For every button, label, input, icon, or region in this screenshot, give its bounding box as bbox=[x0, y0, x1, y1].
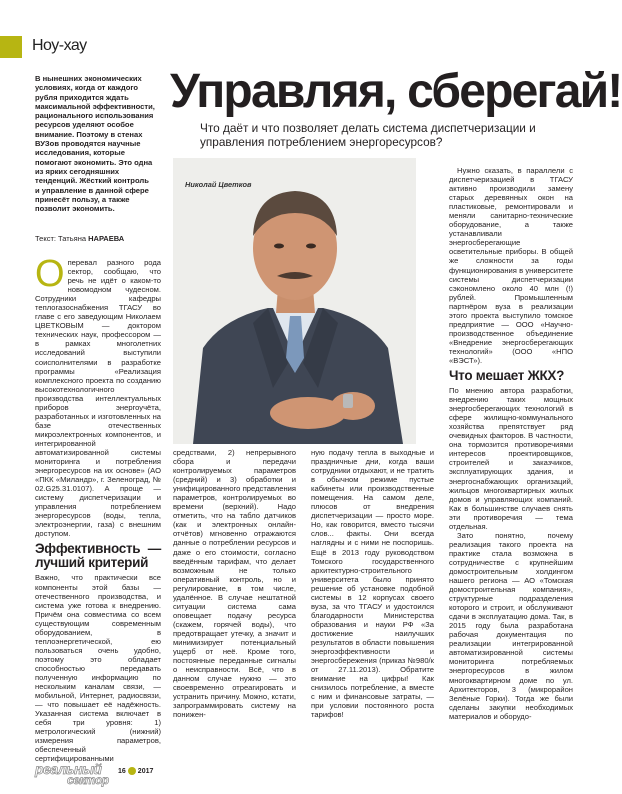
subtitle-effectiveness: Эффективность — лучший критерий bbox=[35, 541, 161, 571]
byline-author: НАРАЕВА bbox=[88, 234, 125, 243]
column-4 bbox=[449, 166, 573, 758]
portrait-photo bbox=[173, 158, 416, 444]
byline-prefix: Текст: Татьяна bbox=[35, 234, 89, 243]
drop-cap: О bbox=[35, 253, 65, 295]
column-4-paragraph-2: По мнению автора разработки, внедрению таких мощных энергосберегающих технологий в сфере жилищно-коммунального хозяйства препятствует ряд очевидных факторов. В частности, она тормозится противоречиями интересов проектировщиков, строителей и заказчиков, эксплуатирующих здания, и энергоснабжающих организаций, жильцов многоквартирных жилых домов и управляющих компаний. Как в большинстве случаев снять эти противоречия — тема отдельная. bbox=[449, 386, 573, 531]
subtitle-zhkh: Что мешает ЖКХ? bbox=[449, 368, 565, 384]
dot-separator bbox=[128, 767, 136, 775]
logo-line-1: реальный bbox=[35, 761, 102, 777]
column-3-text: ную подачу тепла в выходные и праздничные дни, когда ваши сотрудники отдыхают, и не тратить в обычном режиме пустые кабинеты или производственные помещения. На самом деле, плюсов от внедрения диспетчеризации — просто море. Но, как говорится, вместо тысячи слов... факты. Они всегда наглядны и с ними не поспоришь. Ещё в 2013 году руководством Томского государственного архитектурно-строительного университета было принято решение об установке подобной системы в 12 корпусах своего вуза, за что ТГАСУ и удостоился благодарности Министерства образования и науки РФ «За достижение наилучших результатов в области повышения энергоэффективности и энергосбережения (приказ №980/к от 27.11.2013). Обратите внимание на цифры! Как снизилось потребление, а вместе с ним и финансовые затраты, — при условии постоянного роста тарифов! bbox=[311, 448, 434, 720]
section-color-bar bbox=[0, 36, 22, 58]
column-1-body: Важно, что практически все компоненты этой базы — отечественного производства, и система уже готова к внедрению. Причём она совместима со всем существующим современным оборудованием, в теплоэнергетической, ею пользоваться очень удобно, поэтому это обладает способностью передавать полученную информацию по нескольким каналам связи, — мобильной, Интернет, радиосвязи, — что повышает её надёжность. Указанная система включает в себя три уровня: 1) метрологический (нижний) измерения параметров, обеспеченный сертифицированными bbox=[35, 573, 161, 764]
column-3 bbox=[311, 448, 434, 758]
logo-line-2: сектор bbox=[67, 773, 109, 787]
article-subhead: Что даёт и что позволяет делать система диспетчеризации и управления потреблением энергоресурсов? bbox=[200, 121, 536, 149]
lead-paragraph: В нынешних экономических условиях, когда от каждого рубля приходится ждать максимальной эффективности, рационального использования ресурсов уделяют особое внимание. Поэтому в стенах ВУЗов проводятся научные исследования, которые помогают экономить. Это одна из ярких сегодняшних тенденций. Жёсткий контроль и управление в данной сфере принесёт пользу, а также позволит экономить. bbox=[35, 74, 155, 214]
issue-year: 2017 bbox=[137, 767, 154, 775]
portrait-illustration bbox=[173, 158, 416, 444]
column-4-paragraph-3: Зато понятно, почему реализация такого проекта на практике стала возможна в сотрудничестве с крупнейшим домостроительным холдингом нашего региона — АО «Томская домостроительная компания», структурные подразделения которого и строит, и обслуживают сдачи в эксплуатацию дома. Так, в 2015 году была разработана рабочая документация по реализации интегрированной автоматизированной системы мониторинга потребляемых энергоресурсов в жилом многоквартирном доме по ул. Архитекторов, 3 (микрорайон Зелёные Горки). Тогда же были сделаны закупки необходимых материалов и оборудо- bbox=[449, 530, 573, 721]
page-number-value: 16 bbox=[118, 767, 126, 775]
intro-text: перевал разного рода сектор, сообщаю, что речь не идёт о каком-то новомодном чудесном. Сотрудники кафедры теплогазоснабжения ТГАСУ во главе с его заведующим Николаем ЦВЕТКОВЫМ — доктором технических наук, профессором — в рамках многолетних исследований выступили соисполнителями в разработке программы «Реализация комплексного проекта по созданию высокотехнологичного производства интеллектуальных приборов энергоучёта, разработанных и изготовленных на базе отечественных микроэлектронных компонентов, и интегрированной автоматизированной системы мониторинга и потребления энергоресурсов на их основе» (АО «ПКК «Миландр», г. Зеленоград, № 02.G25.31.0107). А проще — систему диспетчеризации и управления потреблением энергоресурсов (воды, тепла, электроэнергии, газа) с внешним доступом. bbox=[35, 258, 161, 539]
byline bbox=[35, 234, 160, 243]
article-headline: Управляя, сберегай! bbox=[170, 65, 622, 118]
column-2-text: средствами, 2) непрерывного сбора и передачи контролируемых параметров (средний) и 3) обработки и унифицированного представления параметров, контролируемых во времени (верхний). Надо отметить, что на табло датчиков (как и электронных онлайн-отчётов) мгновенно отражаются данные о потреблении ресурсов и даже о его стоимости, согласно введённым тарифам, что делает возможным не только оперативный контроль, но и регулирование, в том числе, удалённое. В случае нештатной ситуации система сама оповещает подачу ресурса (скажем, горячей воды), что предотвращает утечку, а значит и минимизирует потенциальный ущерб от неё. Кроме того, постоянные переданные сигналы о неисправности. Всё, что в данном случае нужно — это своевременно отреагировать и устранить причину. Можно, кстати, запрограммировать систему на понижен- bbox=[173, 448, 296, 720]
section-label: Ноу-хау bbox=[32, 37, 87, 54]
magazine-logo bbox=[35, 761, 109, 787]
column-4-paragraph-1: Нужно сказать, в параллели с диспетчеризацией в ТГАСУ активно производили замену старых деревянных окон на пластиковые, ремонтировали и меняли санитарно-технические оборудование, а также устанавливали энергосберегающие осветительные приборы. В общей же сложности за годы функционирования в университете системы диспетчеризации сэкономлено около 40 млн (!) рублей. Промышленным партнёром вуза в реализации этого проекта выступило томское предприятие — ООО «Научно-производственное объединение «Внедрение энергосберегающих технологий» (ООО «НПО «ВЭСТ»). bbox=[449, 166, 573, 365]
column-2 bbox=[173, 448, 296, 758]
column-1-intro bbox=[35, 253, 161, 539]
column-1 bbox=[35, 253, 161, 764]
photo-caption: Николай Цветков bbox=[185, 180, 252, 189]
page-number bbox=[118, 767, 153, 775]
